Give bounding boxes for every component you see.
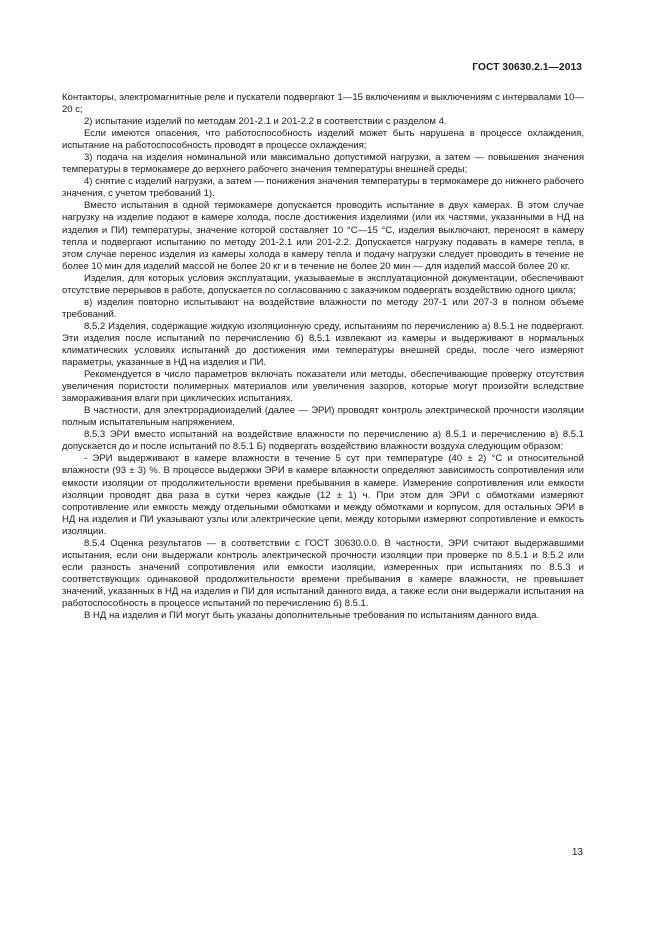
paragraph-one-cycle: Изделия, для которых условия эксплуатации, указываемые в эксплуатационной документации, обеспечивают отсутствие перерывов в работе, допускается по согласованию с заказчиком подвергать воздействию одного цикла; <box>62 272 584 296</box>
page-number: 13 <box>571 847 583 858</box>
paragraph-8-5-4: 8.5.4 Оценка результатов — в соответствии с ГОСТ 30630.0.0. В частности, ЭРИ считают выдержавшими испытания, если они выдержали контроль электрической прочности изоляции при проверке по 8.5.1 и 8.5.2 или если разность значений сопротивления или емкости изоляции, измеренных при испытаниях по 8.5.3 и соответствующих одинаковой продолжительности времени пребывания в камере влажности, не превышает значений, указанных в НД на изделия и ПИ для испытаний данного вида, а также если они выдержали испытания на работоспособность в процессе испытаний по перечислению б) 8.5.1. <box>62 537 584 609</box>
paragraph-recommendation: Рекомендуется в число параметров включать показатели или методы, обеспечивающие проверку отсутствия увеличения пористости полимерных материалов или увеличения зазоров, которые могут произойти вследствие замораживания влаги при циклических испытаниях. <box>62 369 584 405</box>
paragraph-humidity-procedure: - ЭРИ выдерживают в камере влажности в течение 5 сут при температуре (40 ± 2) °С и относительной влажности (93 ± 3) %. В процессе выдержки ЭРИ в камере влажности определяют зависимость сопротивления или емкости изоляции от продолжительности времени пребывания в камере. Измерение сопротивления или емкости изоляции проводят два раза в сутки через каждые (12 ± 1) ч. При этом для ЭРИ с обмотками измеряют сопротивление или емкость между отдельными обмотками и между обмотками и корпусом, для остальных ЭРИ в НД на изделия и ПИ указывают узлы или электрические цепи, между которыми измеряют сопротивление и емкость изоляции. <box>62 453 584 537</box>
paragraph-8-5-2: 8.5.2 Изделия, содержащие жидкую изоляционную среду, испытаниям по перечислению а) 8.5.1 не подвергают. Эти изделия после испытаний по перечислению б) 8.5.1 извлекают из камеры и выдерживают в нормальных климатических условиях испытаний до достижения ими температуры внешней среды, после чего измеряют параметры, указанные в НД на изделия и ПИ. <box>62 320 584 369</box>
paragraph-item-4: 4) снятие с изделий нагрузки, а затем — понижения значения температуры в термокамере до нижнего рабочего значения, с учетом требований 1). <box>62 176 584 200</box>
document-body <box>62 92 584 622</box>
paragraph-8-5-3: 8.5.3 ЭРИ вместо испытаний на воздействие влажности по перечислению а) 8.5.1 и перечислению в) 8.5.1 допускается до и после испытаний по 8.5.1 Б) подвергать воздействию влажности воздуха следующим образом: <box>62 429 584 453</box>
paragraph-two-chambers: Вместо испытания в одной термокамере допускается проводить испытание в двух камерах. В этом случае нагрузку на изделие подают в камере холода, после достижения изделиями (или их частями, указанными в НД на изделия и ПИ) температуры, значение которой составляет 10 °С—15 °С, изделия выключают, переносят в камеру тепла и подвергают испытанию по методу 201-2.1 или 201-2.2. Допускается нагрузку подавать в камере тепла, в этом случае перенос изделия из камеры холода в камеру тепла и подачу нагрузки следует проводить в течение не более 10 мин для изделий массой не более 20 кг и в течение не более 20 мин — для изделий массой более 20 кг. <box>62 200 584 272</box>
document-code-header: ГОСТ 30630.2.1—2013 <box>472 62 582 73</box>
paragraph-eri-control: В частности, для электрорадиоизделий (далее — ЭРИ) проводят контроль электрической прочности изоляции полным испытательным напряжением. <box>62 405 584 429</box>
paragraph-item-3: 3) подача на изделия номинальной или максимально допустимой нагрузки, а затем — повышения значения температуры в термокамере до верхнего рабочего значения температуры внешней среды; <box>62 152 584 176</box>
paragraph-contactors: Контакторы, электромагнитные реле и пускатели подвергают 1—15 включениям и выключениям с интервалами 10—20 с; <box>62 92 584 116</box>
paragraph-item-v: в) изделия повторно испытывают на воздействие влажности по методу 207-1 или 207-3 в полном объеме требований. <box>62 296 584 320</box>
paragraph-additional-requirements: В НД на изделия и ПИ могут быть указаны дополнительные требования по испытаниям данного вида. <box>84 610 540 622</box>
paragraph-cooling-concern: Если имеются опасения, что работоспособность изделий может быть нарушена в процессе охлаждения, испытание на работоспособность проводят в процессе охлаждения; <box>62 128 584 152</box>
paragraph-item-2: 2) испытание изделий по методам 201-2.1 и 201-2.2 в соответствии с разделом 4. <box>84 116 447 128</box>
